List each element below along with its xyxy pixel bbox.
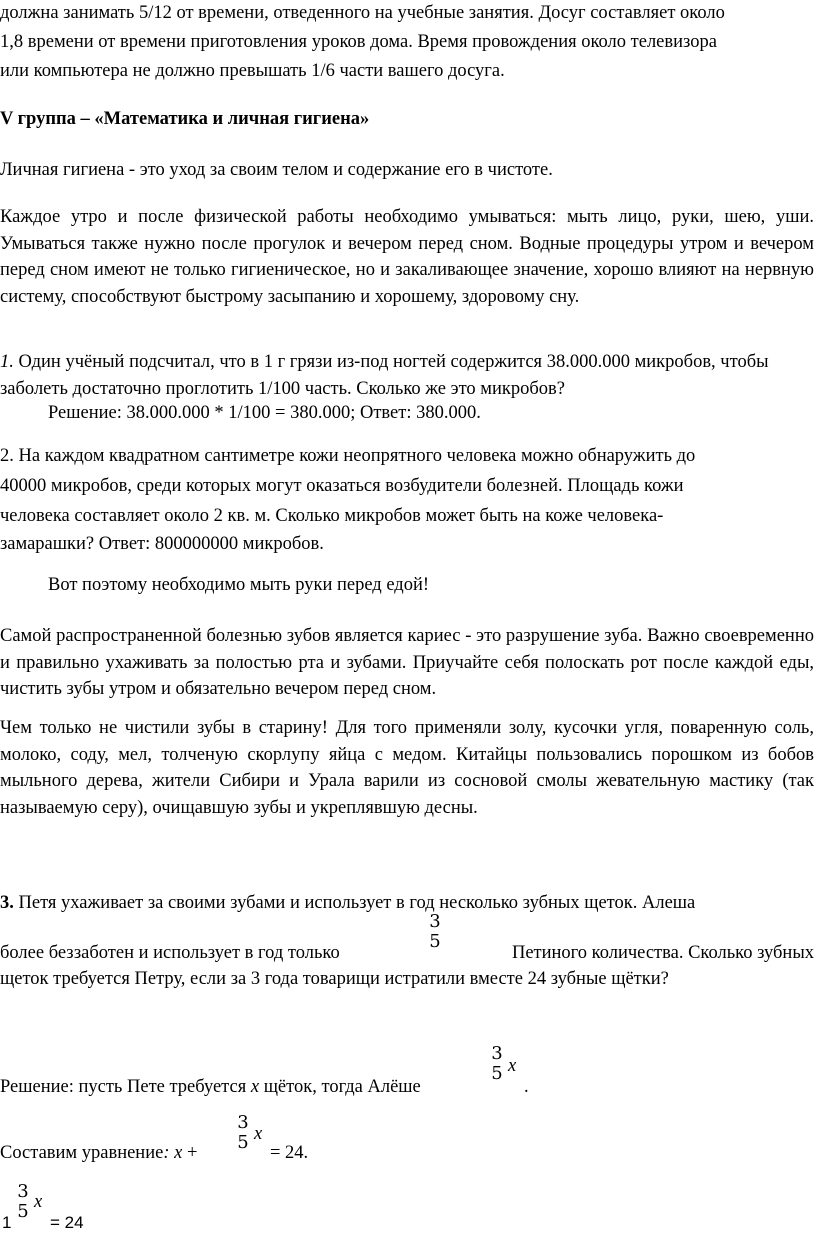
solution3-var-x: x	[250, 1077, 260, 1097]
mixed-fraction	[12, 1182, 34, 1222]
task1-number: 1.	[0, 352, 14, 372]
solution3-fraction	[486, 1044, 508, 1084]
intro-line-3: или компьютера не должно превышать 1/6 части вашего досуга.	[0, 61, 505, 81]
caries-paragraph: Самой распространенной болезнью зубов является кариес - это разрушение зуба. Важно своевременно и правильно ухаживать за полостью рта и зубами. Приучайте себя полоскать рот после каждой еды, чистить зубы утром и обязательно вечером перед сном.	[0, 626, 814, 699]
equation-var-x: x	[169, 1143, 183, 1163]
solution3-line	[0, 1074, 421, 1100]
task1-body: Один учёный подсчитал, что в 1 г грязи из-под ногтей содержится 38.000.000 микробов, чтобы заболеть достаточно проглотить 1/100 часть. Сколько же это микробов?	[0, 352, 769, 399]
history-paragraph: Чем только не чистили зубы в старину! Для того применяли золу, кусочки угля, поваренную соль, молоко, соду, мел, толченую скорлупу яйца с медом. Китайцы пользовались порошком из бобов мыльного дерева, жители Сибири и Урала варили из сосновой смолы жевательную мастику (так называемую серу), очищавшую зубы и укреплявшую десны.	[0, 718, 814, 818]
task2-line-4: замарашки? Ответ: 800000000 микробов.	[0, 534, 324, 554]
solution3-end-dot: .	[524, 1077, 529, 1097]
task1-text	[0, 349, 814, 402]
mixed-whole: 1	[2, 1213, 12, 1232]
solution3-before: Решение: пусть Пете требуется	[0, 1077, 251, 1097]
equation-fraction	[232, 1113, 254, 1153]
hygiene-definition: Личная гигиена - это уход за своим телом и содержание его в чистоте.	[0, 160, 553, 180]
wash-hands-note: Вот поэтому необходимо мыть руки перед едой!	[48, 575, 430, 595]
task2-line-2: 40000 микробов, среди которых могут оказаться возбудители болезней. Площадь кожи	[0, 476, 684, 496]
task3-fraction	[424, 912, 446, 952]
equation-frac-num: 3	[237, 1112, 249, 1133]
task3-line-1	[0, 890, 814, 917]
equation-frac-den: 5	[237, 1132, 249, 1153]
intro-line-2: 1,8 времени от времени приготовления уроков дома. Время провождения около телевизора	[0, 32, 717, 52]
intro-line-1: должна занимать 5/12 от времени, отведенного на учебные занятия. Досуг составляет около	[0, 3, 725, 23]
solution3-after: щёток, тогда Алёше	[259, 1077, 421, 1097]
section-heading: V группа – «Математика и личная гигиена»	[0, 109, 370, 129]
equation-plus: +	[182, 1143, 198, 1163]
task1-solution: Решение: 38.000.000 * 1/100 = 380.000; Ответ: 380.000.	[48, 403, 481, 423]
equation-result: = 24.	[270, 1143, 309, 1163]
task3-number: 3.	[0, 893, 14, 913]
solution3-frac-num: 3	[491, 1043, 503, 1064]
task3-line2-before: более беззаботен и использует в год только	[0, 943, 340, 963]
equation-frac-var: x	[254, 1124, 263, 1144]
task3-frac-den: 5	[429, 931, 441, 952]
solution3-frac-var: x	[508, 1056, 517, 1076]
mixed-result: = 24	[50, 1213, 84, 1232]
washing-paragraph: Каждое утро и после физической работы необходимо умываться: мыть лицо, руки, шею, уши. Умываться также нужно после прогулок и вечером перед сном. Водные процедуры утром и вечером перед сном имеют не только гигиеническое, но и закаливающее значение, хорошо влияют на нервную систему, способствуют быстрому засыпанию и хорошему, здоровому сну.	[0, 207, 814, 307]
mixed-frac-den: 5	[17, 1201, 29, 1222]
equation-label: Составим уравнение	[0, 1143, 164, 1163]
task3-frac-num: 3	[429, 911, 441, 932]
task3-line1-text: Петя ухаживает за своими зубами и использует в год несколько зубных щеток. Алеша	[13, 893, 696, 913]
task3-line-3: щеток требуется Петру, если за 3 года товарищи истратили вместе 24 зубные щётки?	[0, 969, 669, 989]
equation-colon: :	[163, 1143, 170, 1163]
mixed-frac-var: x	[34, 1192, 43, 1212]
equation-line	[0, 1140, 197, 1166]
mixed-frac-num: 3	[17, 1181, 29, 1202]
task2-line-1: 2. На каждом квадратном сантиметре кожи неопрятного человека можно обнаружить до	[0, 446, 696, 466]
task3-line2-after: Петиного количества. Сколько зубных	[511, 943, 814, 963]
task2-line-3: человека составляет около 2 кв. м. Сколько микробов может быть на коже человека-	[0, 506, 664, 526]
solution3-frac-den: 5	[491, 1063, 503, 1084]
